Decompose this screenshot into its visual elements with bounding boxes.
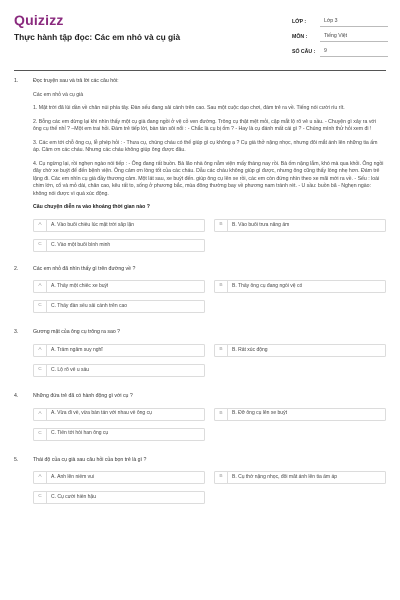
question-number: 3. — [14, 329, 19, 336]
quizizz-logo: Quizizz — [14, 12, 64, 28]
option-letter: A — [34, 472, 47, 483]
answer-options — [33, 219, 386, 252]
answer-option-c[interactable] — [33, 491, 205, 504]
option-text: A. Thấy một chiếc xe buýt — [51, 283, 109, 290]
passage-paragraph: 4. Cụ ngừng lại, rồi nghẹn ngào nói tiếp : - Ông đang rất buồn. Bà lão nhà ông nằm viện mấy tháng nay rồi. Bà ốm nặng lắm, khó mà qua khỏi. Ông ngồi đây chờ xe buýt để đến bệnh viện. Ông cảm ơn lòng tốt của các cháu. Dẫu các cháu không giúp gì được, nhưng ông cũng thấy lòng nhẹ hơn. Đám trẻ lặng đi. Các em nhìn cụ già đầy thương cảm. Một lát sau, xe buýt đến. giúp ông cụ lên xe rồi, các em còn đứng nhìn theo xe mãi mới ra về. - Sếu : loài chim lớn, cổ và mỏ dài, chân cao, kêu rất to, sống ở phương bắc, mùa đông thường bay về phương nam tránh rét. - U sầu: buồn bã - Nghẹn ngào: không nói được vì quá xúc động. — [33, 160, 384, 197]
answer-option-b[interactable] — [214, 219, 386, 232]
answer-option-b[interactable] — [214, 471, 386, 484]
option-letter: C — [34, 365, 47, 376]
question-list — [14, 78, 386, 598]
passage-paragraph: 2. Bỗng các em dừng lại khi nhìn thấy một cụ già đang ngồi ở vệ cỏ ven đường. Trông cụ thật mệt mỏi, cặp mắt lộ rõ vẻ u sầu. - Chuyện gì xảy ra với ông cụ thế nhỉ ? –Một em trai hỏi. Đám trẻ tiếp lời, bàn tán sôi nổi : - Chắc là cụ bị ốm ? - Hay là cụ đánh mất cái gì ? - Chúng mình thử hỏi xem đi ! — [33, 118, 376, 133]
passage-paragraph: 1. Mặt trời đã lùi dần về chân núi phía tây. Đàn sếu đang sải cánh trên cao. Sau một cuộc dạo chơi, đám trẻ ra về. Tiếng nói cười ríu rít. — [33, 105, 345, 112]
question-body — [33, 78, 386, 252]
option-text: B. Thấy ông cụ đang ngồi vệ cỏ — [232, 283, 303, 290]
passage-paragraph: 3. Các em tới chỗ ông cụ, lễ phép hỏi : - Thưa cụ, chúng cháu có thể giúp gì cụ không ạ ? Cụ già thở nặng nhọc, nhưng đôi mắt ánh lên những tia ấm áp. Cảm ơn các cháu. Nhưng các cháu không giúp ông được đâu. — [33, 139, 378, 154]
answer-option-c[interactable] — [33, 300, 205, 313]
meta-value: 9 — [320, 48, 388, 57]
option-text: B. Rất xúc động — [232, 346, 268, 353]
answer-option-b[interactable] — [214, 408, 386, 421]
meta-row-question-count — [292, 42, 388, 57]
answer-option-c[interactable] — [33, 428, 205, 441]
question-4 — [14, 393, 386, 441]
meta-label: MÔN : — [292, 34, 308, 40]
option-text: C. Vào một buổi bình minh — [51, 241, 111, 248]
answer-options — [33, 408, 386, 441]
question-body — [33, 457, 386, 505]
option-letter: C — [34, 240, 47, 251]
question-2 — [14, 266, 386, 314]
answer-option-a[interactable] — [33, 280, 205, 293]
option-letter: B — [215, 345, 228, 356]
option-text: A. Trầm ngâm suy nghĩ — [51, 346, 103, 353]
question-body — [33, 266, 386, 314]
question-5 — [14, 457, 386, 505]
option-text: A. Ánh lên niềm vui — [51, 473, 95, 480]
worksheet-header — [0, 0, 400, 66]
option-letter: A — [34, 281, 47, 292]
option-text: B. Cụ thở nặng nhọc, đôi mắt ánh lên tia ấm áp — [232, 473, 338, 480]
option-text: B. Đỡ ông cụ lên xe buýt — [232, 410, 287, 417]
question-body — [33, 393, 386, 441]
worksheet-title: Thực hành tập đọc: Các em nhỏ và cụ già — [14, 32, 181, 42]
passage-title: Các em nhỏ và cụ già — [33, 91, 84, 98]
answer-option-a[interactable] — [33, 344, 205, 357]
option-letter: B — [215, 472, 228, 483]
answer-options — [33, 344, 386, 377]
answer-option-b[interactable] — [214, 280, 386, 293]
meta-value: Lớp 3 — [320, 18, 388, 27]
header-divider — [14, 70, 386, 71]
answer-option-c[interactable] — [33, 364, 205, 377]
question-number: 5. — [14, 456, 19, 463]
meta-row-subject — [292, 27, 388, 42]
option-text: C. Lộ rõ vẻ u sầu — [51, 366, 90, 373]
meta-label: SỐ CÂU : — [292, 49, 316, 55]
option-text: A. Vào buổi chiều lúc mặt trời sắp lặn — [51, 221, 135, 228]
answer-options — [33, 280, 386, 313]
answer-option-b[interactable] — [214, 344, 386, 357]
answer-option-c[interactable] — [33, 239, 205, 252]
option-text: C. Thấy đàn sếu sải cánh trên cao — [51, 303, 128, 310]
question-text: Những đứa trẻ đã có hành động gì với cụ ? — [33, 392, 133, 399]
question-3 — [14, 329, 386, 377]
question-text: Đọc truyện sau và trả lời các câu hỏi: — [33, 78, 119, 84]
question-text: Gương mặt của ông cụ trông ra sao ? — [33, 329, 121, 336]
question-1 — [14, 78, 386, 252]
option-letter: C — [34, 429, 47, 440]
answer-option-a[interactable] — [33, 219, 205, 232]
answer-option-a[interactable] — [33, 471, 205, 484]
option-letter: A — [34, 345, 47, 356]
worksheet-meta — [292, 12, 388, 57]
reading-passage — [33, 92, 386, 199]
answer-options — [33, 471, 386, 504]
question-body — [33, 329, 386, 377]
question-text: Thái độ của cụ già sau câu hỏi của bọn trẻ là gì ? — [33, 456, 147, 463]
option-text: A. Vừa đi về, vừa bàn tán với nhau về ông cụ — [51, 410, 152, 417]
question-number: 4. — [14, 392, 19, 399]
option-letter: C — [34, 301, 47, 312]
question-text: Các em nhỏ đã nhìn thấy gì trên đường về ? — [33, 265, 136, 272]
option-letter: B — [215, 409, 228, 420]
option-text: C. Cụ cười hiền hậu — [51, 493, 96, 500]
question-number: 2. — [14, 265, 19, 272]
option-letter: B — [215, 220, 228, 231]
meta-value: Tiếng Việt — [320, 33, 388, 42]
option-letter: A — [34, 220, 47, 231]
option-letter: B — [215, 281, 228, 292]
option-text: C. Tiến tới hỏi han ông cụ — [51, 430, 109, 437]
option-text: B. Vào buổi trưa nắng ấm — [232, 221, 290, 228]
meta-label: LỚP : — [292, 19, 307, 25]
answer-option-a[interactable] — [33, 408, 205, 421]
option-letter: C — [34, 492, 47, 503]
option-letter: A — [34, 409, 47, 420]
meta-row-grade — [292, 12, 388, 27]
question-number: 1. — [14, 78, 19, 84]
sub-question: Câu chuyện diễn ra vào khoảng thời gian nào ? — [33, 204, 150, 211]
